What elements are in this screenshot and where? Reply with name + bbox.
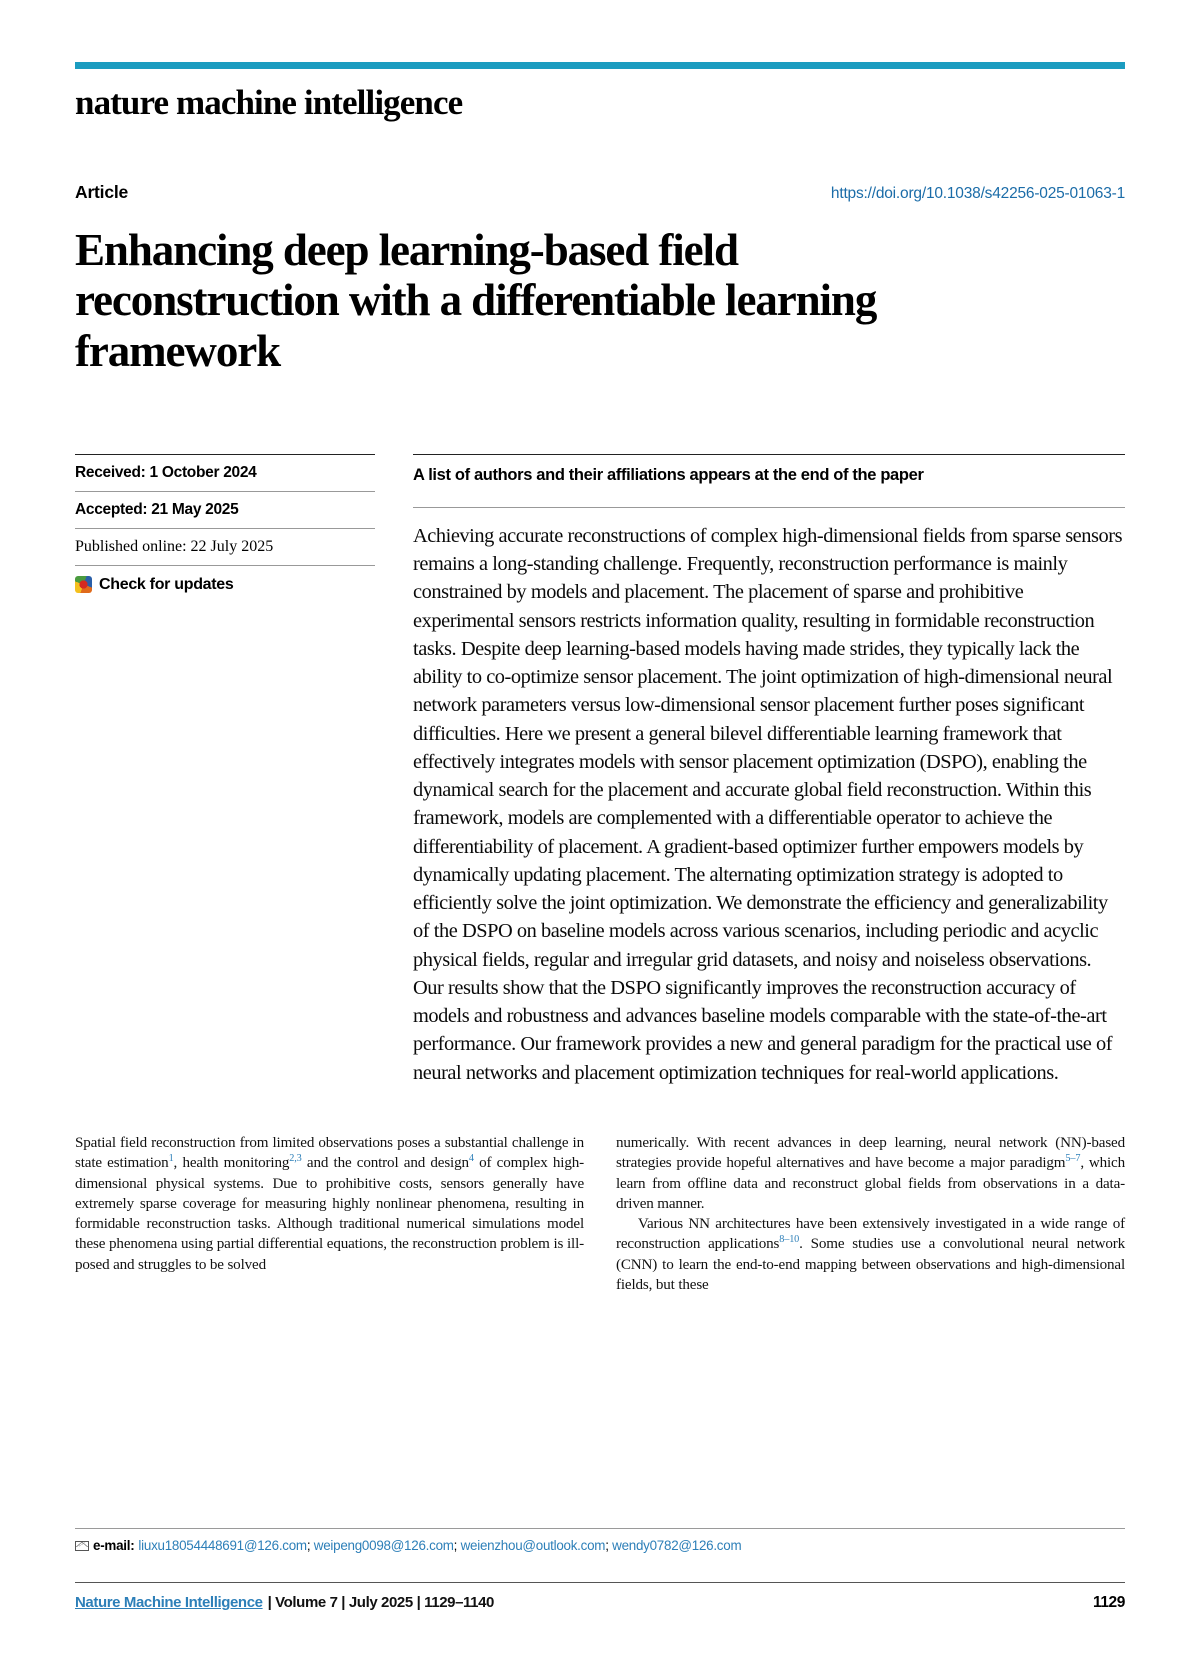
footer-journal-link[interactable]: Nature Machine Intelligence bbox=[75, 1594, 263, 1611]
body-column-right bbox=[616, 1133, 1125, 1295]
citation-ref[interactable]: 2,3 bbox=[289, 1153, 302, 1165]
citation-ref[interactable]: 5–7 bbox=[1065, 1153, 1081, 1165]
abstract-text: Achieving accurate reconstructions of complex high-dimensional fields from sparse sensors remains a long-standing challenge. Frequently, reconstruction performance is mainly constrained by models and placement. The placement of sparse and prohibitive experimental sensors restricts information quality, resulting in formidable reconstruction tasks. Despite deep learning-based models having made strides, they typically lack the ability to co-optimize sensor placement. The joint optimization of high-dimensional neural network parameters versus low-dimensional sensor placement further poses significant difficulties. Here we present a general bilevel differentiable learning framework that effectively integrates models with sensor placement optimization (DSPO), enabling the dynamical search for the placement and accurate global field reconstruction. Within this framework, models are complemented with a differentiable operator to achieve the differentiability of placement. A gradient-based optimizer further empowers models by dynamically updating placement. The alternating optimization strategy is adopted to efficiently solve the joint optimization. We demonstrate the efficiency and generalizability of the DSPO on baseline models across various scenarios, including periodic and acyclic physical fields, regular and irregular grid datasets, and noisy and noiseless observations. Our results show that the DSPO significantly improves the reconstruction accuracy of models and robustness and advances baseline models comparable with the state-of-the-art performance. Our framework provides a new and general paradigm for the practical use of neural networks and placement optimization techniques for real-world applications. bbox=[413, 507, 1125, 1087]
corresponding-email-line bbox=[75, 1528, 1125, 1553]
accent-bar bbox=[75, 62, 1125, 69]
text-segment: of complex high-dimensional physical systems. Due to prohibitive costs, sensors generally have extremely sparse coverage for measuring highly nonlinear phenomena, resulting in formidable reconstruction tasks. Although traditional numerical simulations model these phenomena using partial differential equations, the reconstruction problem is ill-posed and struggles to be solved bbox=[75, 1155, 584, 1273]
abstract-column bbox=[405, 454, 1125, 1087]
body-column-left bbox=[75, 1133, 584, 1295]
accepted-date: Accepted: 21 May 2025 bbox=[75, 491, 375, 528]
paragraph-architectures bbox=[616, 1214, 1125, 1295]
text-segment: numerically. With recent advances in deep learning, neural network (NN)-based strategies provide hopeful alternatives and have become a major paradigm bbox=[616, 1134, 1125, 1172]
text-segment: , health monitoring bbox=[173, 1155, 290, 1172]
text-segment: and the control and design bbox=[301, 1155, 469, 1172]
citation-ref[interactable]: 8–10 bbox=[779, 1234, 800, 1246]
citation-ref[interactable]: 4 bbox=[468, 1153, 474, 1165]
page-footer bbox=[75, 1582, 1125, 1612]
email-label: e-mail: bbox=[93, 1538, 135, 1553]
text-segment: Various NN architectures have been extensively investigated in a wide range of reconstruction applications bbox=[616, 1216, 1125, 1253]
body-columns bbox=[75, 1133, 1125, 1295]
text-segment: , which learn from offline data and reconstruct global fields from observations in a data-driven manner. bbox=[616, 1155, 1125, 1212]
page-number: 1129 bbox=[1092, 1594, 1125, 1611]
crossmark-icon bbox=[75, 576, 92, 593]
footer-volume-info: | Volume 7 | July 2025 | 1129–1140 bbox=[267, 1594, 494, 1611]
authors-affiliations-note: A list of authors and their affiliations appears at the end of the paper bbox=[413, 454, 1125, 507]
published-date: Published online: 22 July 2025 bbox=[75, 528, 375, 565]
paragraph-intro-left bbox=[75, 1133, 584, 1275]
email-address-list bbox=[138, 1538, 741, 1553]
paper-page bbox=[0, 62, 1200, 1655]
email-separator: ; bbox=[453, 1538, 461, 1553]
text-segment: Spatial field reconstruction from limited observations poses a substantial challenge in state estimation bbox=[75, 1134, 584, 1172]
email-address[interactable]: liuxu18054448691@126.com bbox=[138, 1538, 307, 1553]
publication-meta-column bbox=[75, 454, 405, 1087]
email-separator: ; bbox=[306, 1538, 314, 1553]
text-segment: . Some studies use a convolutional neural network (CNN) to learn the end-to-end mapping between observations and high-dimensional fields, but these bbox=[616, 1236, 1126, 1293]
citation-ref[interactable]: 1 bbox=[168, 1153, 174, 1165]
email-separator: ; bbox=[605, 1538, 613, 1553]
page-title: Enhancing deep learning-based field reconstruction with a differentiable learning framework bbox=[75, 224, 877, 376]
journal-masthead: nature machine intelligence bbox=[75, 83, 463, 122]
check-for-updates-button[interactable] bbox=[75, 565, 375, 594]
paragraph-intro-right bbox=[616, 1133, 1125, 1214]
article-header-row bbox=[75, 182, 1125, 203]
received-date: Received: 1 October 2024 bbox=[75, 454, 375, 491]
check-for-updates-label: Check for updates bbox=[99, 575, 234, 593]
email-address[interactable]: wendy0782@126.com bbox=[612, 1538, 742, 1553]
doi-link[interactable]: https://doi.org/10.1038/s42256-025-01063-1 bbox=[830, 184, 1125, 202]
article-type-label: Article bbox=[75, 181, 129, 202]
envelope-icon bbox=[75, 1541, 89, 1551]
meta-and-abstract bbox=[75, 454, 1125, 1087]
footer-citation bbox=[75, 1594, 494, 1611]
email-address[interactable]: weipeng0098@126.com bbox=[313, 1538, 454, 1553]
email-address[interactable]: weienzhou@outlook.com bbox=[460, 1538, 606, 1553]
